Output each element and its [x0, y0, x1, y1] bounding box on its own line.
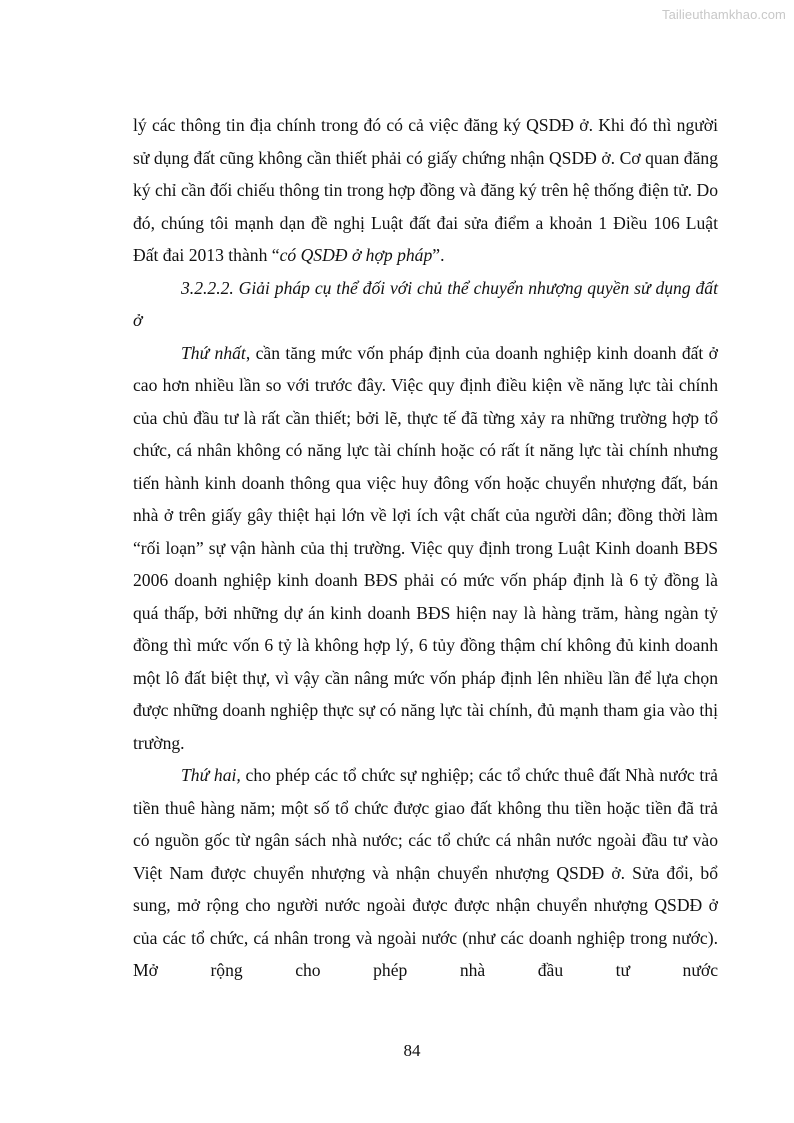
- section-heading: 3.2.2.2. Giải pháp cụ thể đối với chủ thể chuyển nhượng quyền sử dụng đất ở: [133, 277, 718, 330]
- document-body: [133, 109, 718, 987]
- paragraph-lead: Thứ hai,: [181, 765, 241, 785]
- paragraph-first-solution: [133, 337, 718, 760]
- paragraph-continuation: [133, 109, 718, 272]
- italic-quote: có QSDĐ ở hợp pháp: [279, 245, 433, 265]
- watermark-text: Tailieuthamkhao.com: [661, 7, 786, 22]
- paragraph-text: lý các thông tin địa chính trong đó có cả việc đăng ký QSDĐ ở. Khi đó thì người sử dụng đất cũng không cần thiết phải có giấy chứng nhận QSDĐ ở. Cơ quan đăng ký chỉ cần đối chiếu thông tin trong hợp đồng và đăng ký trên hệ thống điện tử. Do đó, chúng tôi mạnh dạn đề nghị Luật đất đai sửa điểm a khoản 1 Điều 106 Luật Đất đai 2013 thành “: [133, 115, 718, 265]
- paragraph-text: cho phép các tổ chức sự nghiệp; các tổ chức thuê đất Nhà nước trả tiền thuê hàng năm; một số tổ chức được giao đất không thu tiền hoặc tiền đã trả có nguồn gốc từ ngân sách nhà nước; các tổ chức cá nhân nước ngoài đầu tư vào Việt Nam được chuyển nhượng và nhận chuyển nhượng QSDĐ ở. Sửa đổi, bổ sung, mở rộng cho người nước ngoài được được nhận chuyển nhượng QSDĐ ở của các tổ chức, cá nhân trong và ngoài nước (như các doanh nghiệp trong nước). Mở rộng cho phép nhà đầu tư nước: [133, 765, 718, 980]
- paragraph-tail: ”.: [432, 245, 445, 265]
- paragraph-lead: Thứ nhất: [181, 342, 246, 363]
- page-number: 84: [403, 1041, 421, 1060]
- paragraph-second-solution: [133, 759, 718, 987]
- paragraph-text: , cần tăng mức vốn pháp định của doanh nghiệp kinh doanh đất ở cao hơn nhiều lần so với trước đây. Việc quy định điều kiện về năng lực tài chính của chủ đầu tư là rất cần thiết; bởi lẽ, thực tế đã từng xảy ra những trường hợp tổ chức, cá nhân không có năng lực tài chính hoặc có rất ít năng lực tài chính nhưng tiến hành kinh doanh thông qua việc huy đông vốn hoặc chuyển nhượng đất, bán nhà ở trên giấy gây thiệt hại lớn về lợi ích vật chất của người dân; đồng thời làm “rối loạn” sự vận hành của thị trường. Việc quy định trong Luật Kinh doanh BĐS 2006 doanh nghiệp kinh doanh BĐS phải có mức vốn pháp định là 6 tỷ đồng là quá thấp, bởi những dự án kinh doanh BĐS hiện nay là hàng trăm, hàng ngàn tỷ đồng thì mức vốn 6 tỷ là không hợp lý, 6 tủy đồng thậm chí không đủ kinh doanh một lô đất biệt thự, vì vậy cần nâng mức vốn pháp định lên nhiều lần để lựa chọn được những doanh nghiệp thực sự có năng lực tài chính, đủ mạnh tham gia vào thị trường.: [133, 342, 718, 753]
